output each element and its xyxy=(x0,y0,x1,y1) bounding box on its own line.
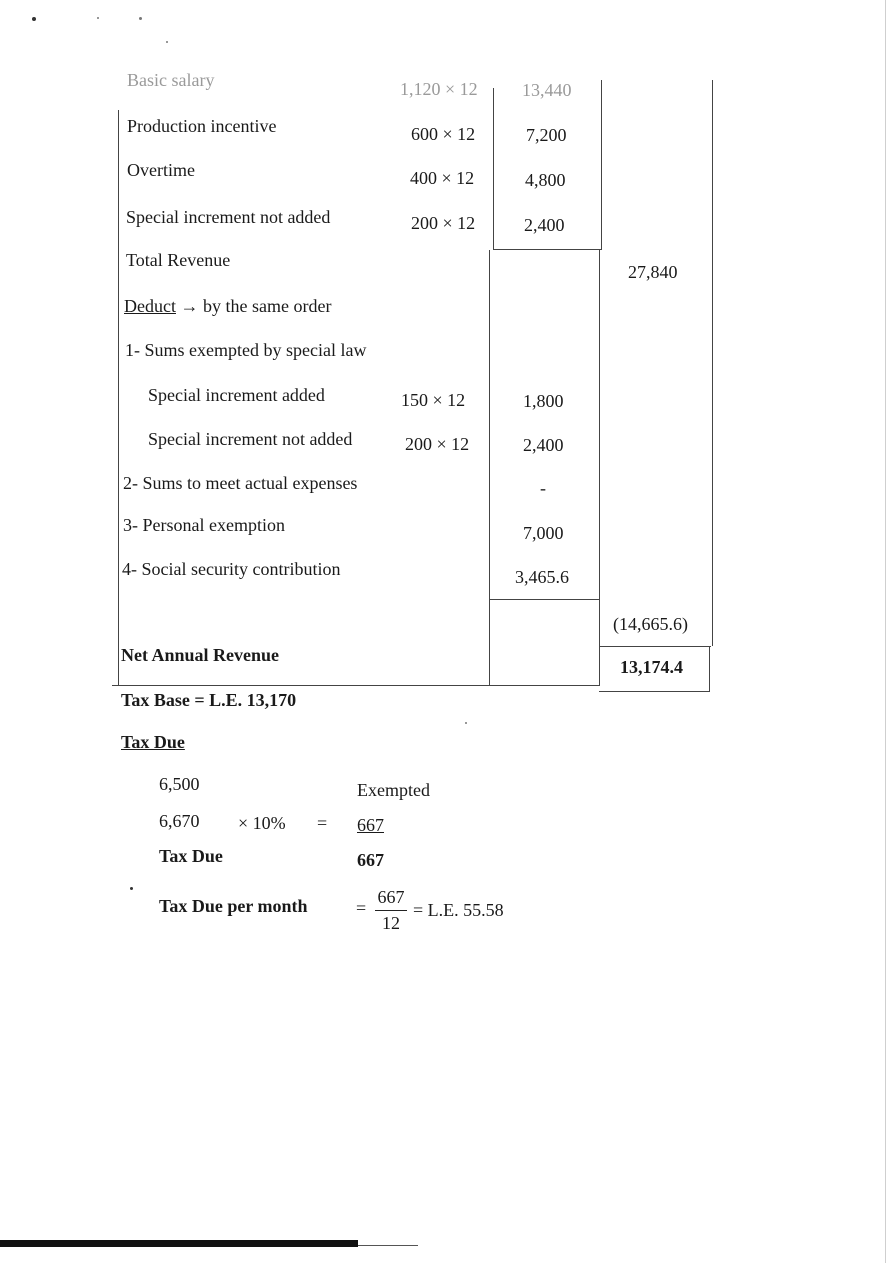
deduct-item2-label: 2- Sums to meet actual expenses xyxy=(123,473,358,493)
deduct-sub-amount-special-increment-added: 1,800 xyxy=(523,391,564,411)
scan-speck xyxy=(97,17,99,19)
table-bottom-border xyxy=(112,685,599,686)
deduct-sub-calc-special-increment-added: 150 × 12 xyxy=(401,390,466,410)
tax-due-per-month-denominator: 12 xyxy=(382,913,400,933)
net-annual-revenue-value: 13,174.4 xyxy=(620,657,683,677)
income-label-overtime: Overtime xyxy=(127,160,195,180)
amount-column-right-border-top xyxy=(601,80,602,250)
tax-due-row2-result: 667 xyxy=(357,815,384,835)
deduct-subtotal-rule xyxy=(489,599,599,600)
scan-right-edge xyxy=(885,0,886,1263)
tax-due-row2-rate: × 10% xyxy=(238,813,286,833)
income-label-special-increment-not-added: Special increment not added xyxy=(126,207,331,227)
income-amount-special-increment-not-added: 2,400 xyxy=(524,215,565,235)
total-revenue-label: Total Revenue xyxy=(126,250,231,270)
tax-due-per-month-result: = L.E. 55.58 xyxy=(413,900,504,920)
income-calc-production-incentive: 600 × 12 xyxy=(411,124,476,144)
net-box-bottom-border xyxy=(599,691,710,692)
net-box-right-border xyxy=(709,646,710,692)
amount-column-right-border-bottom xyxy=(599,250,600,686)
tax-due-row1-amount: 6,500 xyxy=(159,774,200,794)
tax-due-row2-equals: = xyxy=(317,813,328,833)
fraction-bar xyxy=(375,910,407,911)
deduct-item3-amount: 7,000 xyxy=(523,523,564,543)
tax-due-per-month-equals: = xyxy=(356,898,367,918)
total-revenue-value: 27,840 xyxy=(628,262,678,282)
tax-due-per-month-numerator: 667 xyxy=(377,887,405,907)
deduct-item2-amount: - xyxy=(540,478,546,498)
income-label-basic-salary: Basic salary xyxy=(127,70,215,90)
scan-speck xyxy=(465,722,467,724)
scan-edge-bar-tail xyxy=(358,1245,418,1246)
net-annual-revenue-label: Net Annual Revenue xyxy=(121,645,280,665)
tax-due-per-month-label: Tax Due per month xyxy=(159,896,308,916)
tax-due-total-label: Tax Due xyxy=(159,846,223,866)
deduct-heading-rest: by the same order xyxy=(202,296,332,316)
scan-speck xyxy=(166,41,168,43)
amount-column-left-border-top xyxy=(493,88,494,250)
deduct-sub-calc-special-increment-not-added: 200 × 12 xyxy=(405,434,470,454)
income-amount-overtime: 4,800 xyxy=(525,170,566,190)
income-label-production-incentive: Production incentive xyxy=(127,116,277,136)
income-calc-overtime: 400 × 12 xyxy=(410,168,475,188)
tax-due-total-value: 667 xyxy=(357,850,384,870)
income-calc-basic-salary: 1,120 × 12 xyxy=(400,79,478,99)
scan-speck xyxy=(130,887,133,890)
deduct-heading xyxy=(124,296,331,317)
net-box-top-border xyxy=(599,646,711,647)
deduct-item4-label: 4- Social security contribution xyxy=(122,559,341,579)
tax-due-heading: Tax Due xyxy=(121,732,185,752)
deduct-sub-label-special-increment-not-added: Special increment not added xyxy=(148,429,353,449)
tax-base: Tax Base = L.E. 13,170 xyxy=(121,690,297,710)
scan-speck xyxy=(139,17,142,20)
deduct-heading-word: Deduct xyxy=(124,296,176,316)
arrow-right-icon: → xyxy=(180,296,199,316)
deduct-item3-label: 3- Personal exemption xyxy=(123,515,285,535)
deduct-sub-label-special-increment-added: Special increment added xyxy=(148,385,325,405)
scan-edge-bar xyxy=(0,1240,358,1247)
income-amount-basic-salary: 13,440 xyxy=(522,80,572,100)
deduct-total-value: (14,665.6) xyxy=(613,614,688,634)
income-amount-production-incentive: 7,200 xyxy=(526,125,567,145)
amount-column-left-border-bottom xyxy=(489,250,490,685)
total-column-right-border xyxy=(712,80,713,646)
tax-due-row2-amount: 6,670 xyxy=(159,811,200,831)
scan-speck xyxy=(32,17,36,21)
deduct-item1-label: 1- Sums exempted by special law xyxy=(125,340,367,360)
income-calc-special-increment-not-added: 200 × 12 xyxy=(411,213,476,233)
income-subtotal-rule xyxy=(493,249,601,250)
tax-due-row1-result: Exempted xyxy=(357,780,430,800)
deduct-item4-amount: 3,465.6 xyxy=(515,567,569,587)
deduct-sub-amount-special-increment-not-added: 2,400 xyxy=(523,435,564,455)
table-left-border xyxy=(118,110,119,685)
